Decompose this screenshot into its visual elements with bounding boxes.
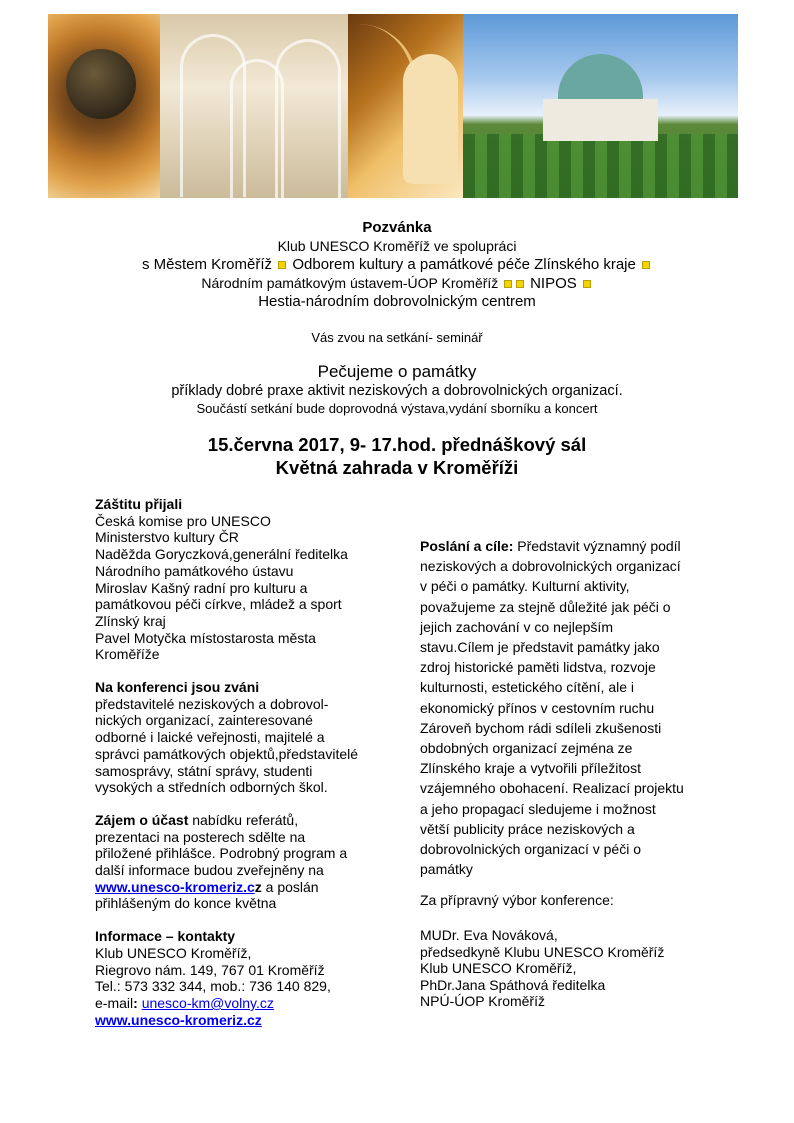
patronage-item: Česká komise pro UNESCO <box>95 512 271 529</box>
mission-line: obdobných organizací zejména ze <box>420 740 633 757</box>
interest-heading: Zájem o účast <box>95 811 189 828</box>
harp-player-photo <box>348 14 463 198</box>
invited-line: samosprávy, státní správy, studenti <box>95 762 313 779</box>
mission-line: v péči o památky. Kulturní aktivity, <box>420 578 630 595</box>
patronage-item: Pavel Motyčka místostarosta města <box>95 629 316 646</box>
mission-line: Zlínského kraje a vytvořili příležitost <box>420 760 641 777</box>
bullet-square-icon <box>583 280 591 288</box>
email-line: e-mail: unesco-km@volny.cz <box>95 994 274 1011</box>
mission-line: větší publicity práce neziskových a <box>420 820 635 837</box>
patronage-heading: Záštitu přijali <box>95 496 183 512</box>
mission-line: zdroj historické paměti lidstva, rozvoje <box>420 659 656 676</box>
interest-line: prezentaci na posterech sdělte na <box>95 828 306 845</box>
website-link-footer[interactable]: www.unesco-kromeriz.cz <box>95 1011 262 1028</box>
mission-line: neziskových a dobrovolnických organizací <box>420 558 681 575</box>
committee-line: Za přípravný výbor konference: <box>420 892 614 908</box>
invited-line: představitelé neziskových a dobrovol- <box>95 695 329 712</box>
invited-line: správci památkových objektů,představitelé <box>95 745 359 762</box>
bullet-square-icon <box>278 261 286 269</box>
mission-line: dobrovolnických organizací v péči o <box>420 841 642 858</box>
partners-line-2: Národním památkovým ústavem-ÚOP Kroměříž NIPOS <box>0 275 794 292</box>
bullet-square-icon <box>504 280 512 288</box>
invite-line: Vás zvou na setkání- seminář <box>311 330 483 345</box>
mission-line: a jeho propagací sledujeme i možnost <box>420 800 656 817</box>
partners-line-3: Hestia-národním dobrovolnickým centrem <box>258 293 536 310</box>
event-place: Květná zahrada v Kroměříži <box>275 457 519 478</box>
interest-line: další informace budou zveřejněny na <box>95 862 324 879</box>
event-note: Součástí setkání bude doprovodná výstava,vydání sborníku a koncert <box>196 401 598 416</box>
email-link[interactable]: unesco-km@volny.cz <box>141 994 274 1011</box>
event-title: Pečujeme o památky <box>317 362 477 381</box>
colonnade-photo <box>160 14 348 198</box>
signer-line: NPÚ-ÚOP Kroměříž <box>420 993 545 1009</box>
contact-line: Klub UNESCO Kroměříž, <box>95 944 252 961</box>
patronage-item: památkovou péči církve, mládež a sport <box>95 596 342 613</box>
signer-line: MUDr. Eva Nováková, <box>420 927 558 943</box>
patronage-item: Národního památkového ústavu <box>95 562 294 579</box>
pendulum-photo <box>48 14 160 198</box>
event-date: 15.června 2017, 9- 17.hod. přednáškový sál <box>207 434 587 455</box>
left-column <box>95 496 395 1028</box>
contact-line: Riegrovo nám. 149, 767 01 Kroměříž <box>95 961 325 978</box>
bullet-square-icon <box>642 261 650 269</box>
patronage-item: Miroslav Kašný radní pro kulturu a <box>95 579 308 596</box>
mission-line: považujeme za stejně důležité jak péči o <box>420 598 671 615</box>
signer-line: PhDr.Jana Spáthová ředitelka <box>420 976 606 993</box>
invitation-title: Pozvánka <box>362 219 432 236</box>
patronage-item: Kroměříže <box>95 646 160 663</box>
mission-line: stavu.Cílem je představit památky jako <box>420 639 660 656</box>
invited-heading: Na konferenci jsou zváni <box>95 679 260 696</box>
patronage-item: Naděžda Goryczková,generální ředitelka <box>95 546 348 563</box>
mission-line: kulturnosti, estetického cítění, ale i <box>420 679 634 696</box>
mission-first-line: Poslání a cíle: Představit významný podíl <box>420 538 681 554</box>
invited-line: vysokých a středních odborných škol. <box>95 779 328 796</box>
partners-line-1: s Městem Kroměříž Odborem kultury a památkové péče Zlínského kraje <box>0 256 794 273</box>
invited-line: odborné i laické veřejnosti, majitelé a <box>95 729 325 746</box>
contact-line: Tel.: 573 332 344, mob.: 736 140 829, <box>95 978 331 995</box>
bullet-square-icon <box>516 280 524 288</box>
mission-line: Zároveň bychom rádi sdíleli zkušenosti <box>420 719 662 736</box>
patronage-item: Zlínský kraj <box>95 612 166 629</box>
event-subtitle: příklady dobré praxe aktivit neziskových a dobrovolnických organizací. <box>171 383 623 399</box>
signer-line: předsedkyně Klubu UNESCO Kroměříž <box>420 943 665 960</box>
mission-line: památky <box>420 861 473 878</box>
mission-line: ekonomický přínos v cestovním ruchu <box>420 699 655 716</box>
rotunda-garden-photo <box>463 14 738 198</box>
contacts-heading: Informace – kontakty <box>95 928 236 945</box>
interest-link-line: www.unesco-kromeriz.cz a poslán <box>95 878 319 895</box>
mission-line: vzájemného obohacení. Realizací projektu <box>420 780 684 797</box>
patronage-item: Ministerstvo kultury ČR <box>95 529 239 546</box>
interest-first-line: Zájem o účast nabídku referátů, <box>95 811 299 828</box>
mission-heading: Poslání a cíle: <box>420 538 514 554</box>
signer-line: Klub UNESCO Kroměříž, <box>420 960 577 976</box>
signers-block <box>420 927 720 1010</box>
interest-line: přihlášeným do konce května <box>95 895 277 912</box>
mission-block <box>420 536 720 879</box>
invited-line: nických organizací, zainteresované <box>95 712 313 729</box>
interest-line: přiložené přihlášce. Podrobný program a <box>95 845 348 862</box>
website-link[interactable]: www.unesco-kromeriz.c <box>95 878 255 895</box>
mission-line: jejich zachování v co nejlepším <box>420 618 613 635</box>
organizer-line: Klub UNESCO Kroměříž ve spolupráci <box>277 238 517 254</box>
photo-banner <box>48 14 738 198</box>
